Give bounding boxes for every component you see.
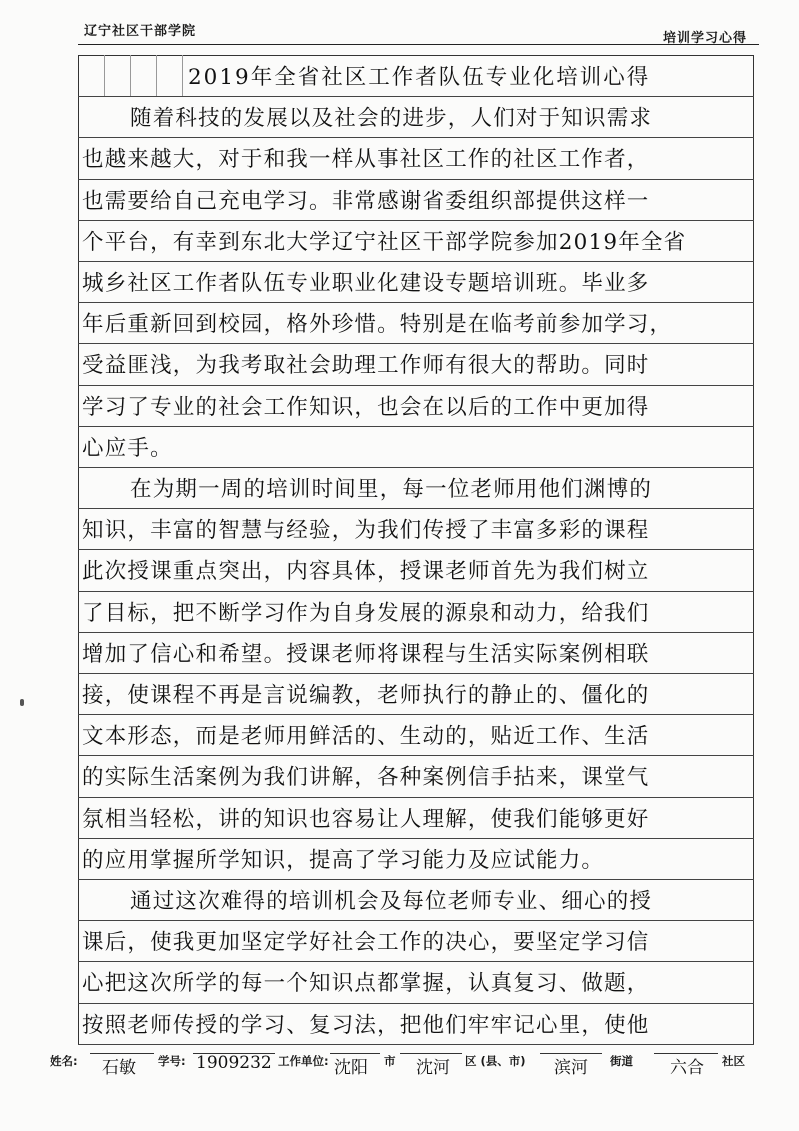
essay-line: 按照老师传授的学习、复习法，把他们牢牢记心里，使他 [82,1012,650,1038]
ruled-line [78,467,754,468]
street-suffix: 街道 [610,1054,633,1068]
essay-line: 增加了信心和希望。授课老师将课程与生活实际案例相联 [82,641,650,667]
community-value: 六合 [670,1058,704,1078]
name-label: 姓名: [50,1054,78,1068]
student-info-footer [50,1048,770,1078]
ruled-line [78,961,754,962]
header-institution: 辽宁社区干部学院 [84,24,197,39]
essay-line: 文本形态，而是老师用鲜活的、生动的，贴近工作、生活 [82,724,650,750]
ruled-line [78,591,754,592]
student-id-label: 学号: [158,1054,186,1068]
ruled-line [78,343,754,344]
work-unit-label: 工作单位: [278,1054,329,1068]
street-value: 滨河 [554,1058,588,1078]
ruled-line [78,302,754,303]
essay-line: 知识，丰富的智慧与经验，为我们传授了丰富多彩的课程 [82,518,650,544]
essay-line: 在为期一周的培训时间里，每一位老师用他们渊博的 [130,477,653,502]
essay-line: 通过这次难得的培训机会及每位老师专业、细心的授 [130,889,653,914]
essay-line: 随着科技的发展以及社会的进步，人们对于知识需求 [130,106,653,132]
student-id-underline [193,1053,275,1054]
district-value: 沈河 [416,1058,450,1078]
street-underline [540,1053,602,1054]
city-suffix: 市 [384,1054,396,1068]
ruled-line [78,179,754,180]
ruled-line [78,137,754,138]
city-underline [330,1053,380,1054]
ruled-line [78,508,754,509]
name-value: 石敏 [102,1058,136,1078]
ruled-line [78,549,754,550]
ruled-line [78,426,754,427]
header-divider [78,44,759,45]
essay-line: 城乡社区工作者队伍专业职业化建设专题培训班。毕业多 [82,271,650,296]
city-value: 沈阳 [334,1058,368,1078]
essay-title: 2019年全省社区工作者队伍专业化培训心得 [188,65,651,90]
essay-line: 的应用掌握所学知识，提高了学习能力及应试能力。 [82,847,605,873]
essay-line: 受益匪浅，为我考取社会助理工作师有很大的帮助。同时 [82,353,650,379]
essay-line: 年后重新回到校园，格外珍惜。特别是在临考前参加学习， [82,312,673,338]
ruled-line [78,714,754,715]
essay-line: 个平台，有幸到东北大学辽宁社区干部学院参加2019年全省 [82,229,687,255]
ruled-line [78,632,754,633]
essay-line: 课后，使我更加坚定学好社会工作的决心，要坚定学习信 [82,930,650,956]
community-underline [654,1053,718,1054]
ruled-line [78,1003,754,1004]
ruled-line [78,797,754,798]
district-suffix: 区 (县、市) [465,1054,526,1068]
district-underline [400,1053,462,1054]
ruled-line [78,838,754,839]
ruled-line [78,261,754,262]
ruled-line [78,755,754,756]
essay-line: 也越来越大，对于和我一样从事社区工作的社区工作者， [82,147,650,173]
student-id-value: 1909232 [196,1053,272,1073]
essay-line: 的实际生活案例为我们讲解，各种案例信手拈来，课堂气 [82,765,650,791]
essay-line: 接，使课程不再是言说编教，老师执行的静止的、僵化的 [82,683,650,708]
header-form-title: 培训学习心得 [662,31,747,46]
ruled-line [78,385,754,386]
essay-line: 氛相当轻松，讲的知识也容易让人理解，使我们能够更好 [82,806,650,832]
ruled-line [78,879,754,880]
community-suffix: 社区 [722,1054,745,1068]
ruled-line [78,1044,754,1045]
essay-line: 也需要给自己充电学习。非常感谢省委组织部提供这样一 [82,188,650,214]
essay-line: 学习了专业的社会工作知识，也会在以后的工作中更加得 [82,394,650,420]
margin-mark [20,699,24,706]
ruled-line [78,220,754,221]
essay-line: 心把这次所学的每一个知识点都掌握，认真复习、做题， [82,971,650,997]
ruled-line [78,673,754,674]
ruled-line [78,96,754,97]
essay-line: 心应手。 [82,435,173,461]
essay-line: 此次授课重点突出，内容具体，授课老师首先为我们树立 [82,559,650,585]
essay-line: 了目标，把不断学习作为自身发展的源泉和动力，给我们 [82,600,650,626]
name-underline [90,1053,154,1054]
ruled-line [78,920,754,921]
